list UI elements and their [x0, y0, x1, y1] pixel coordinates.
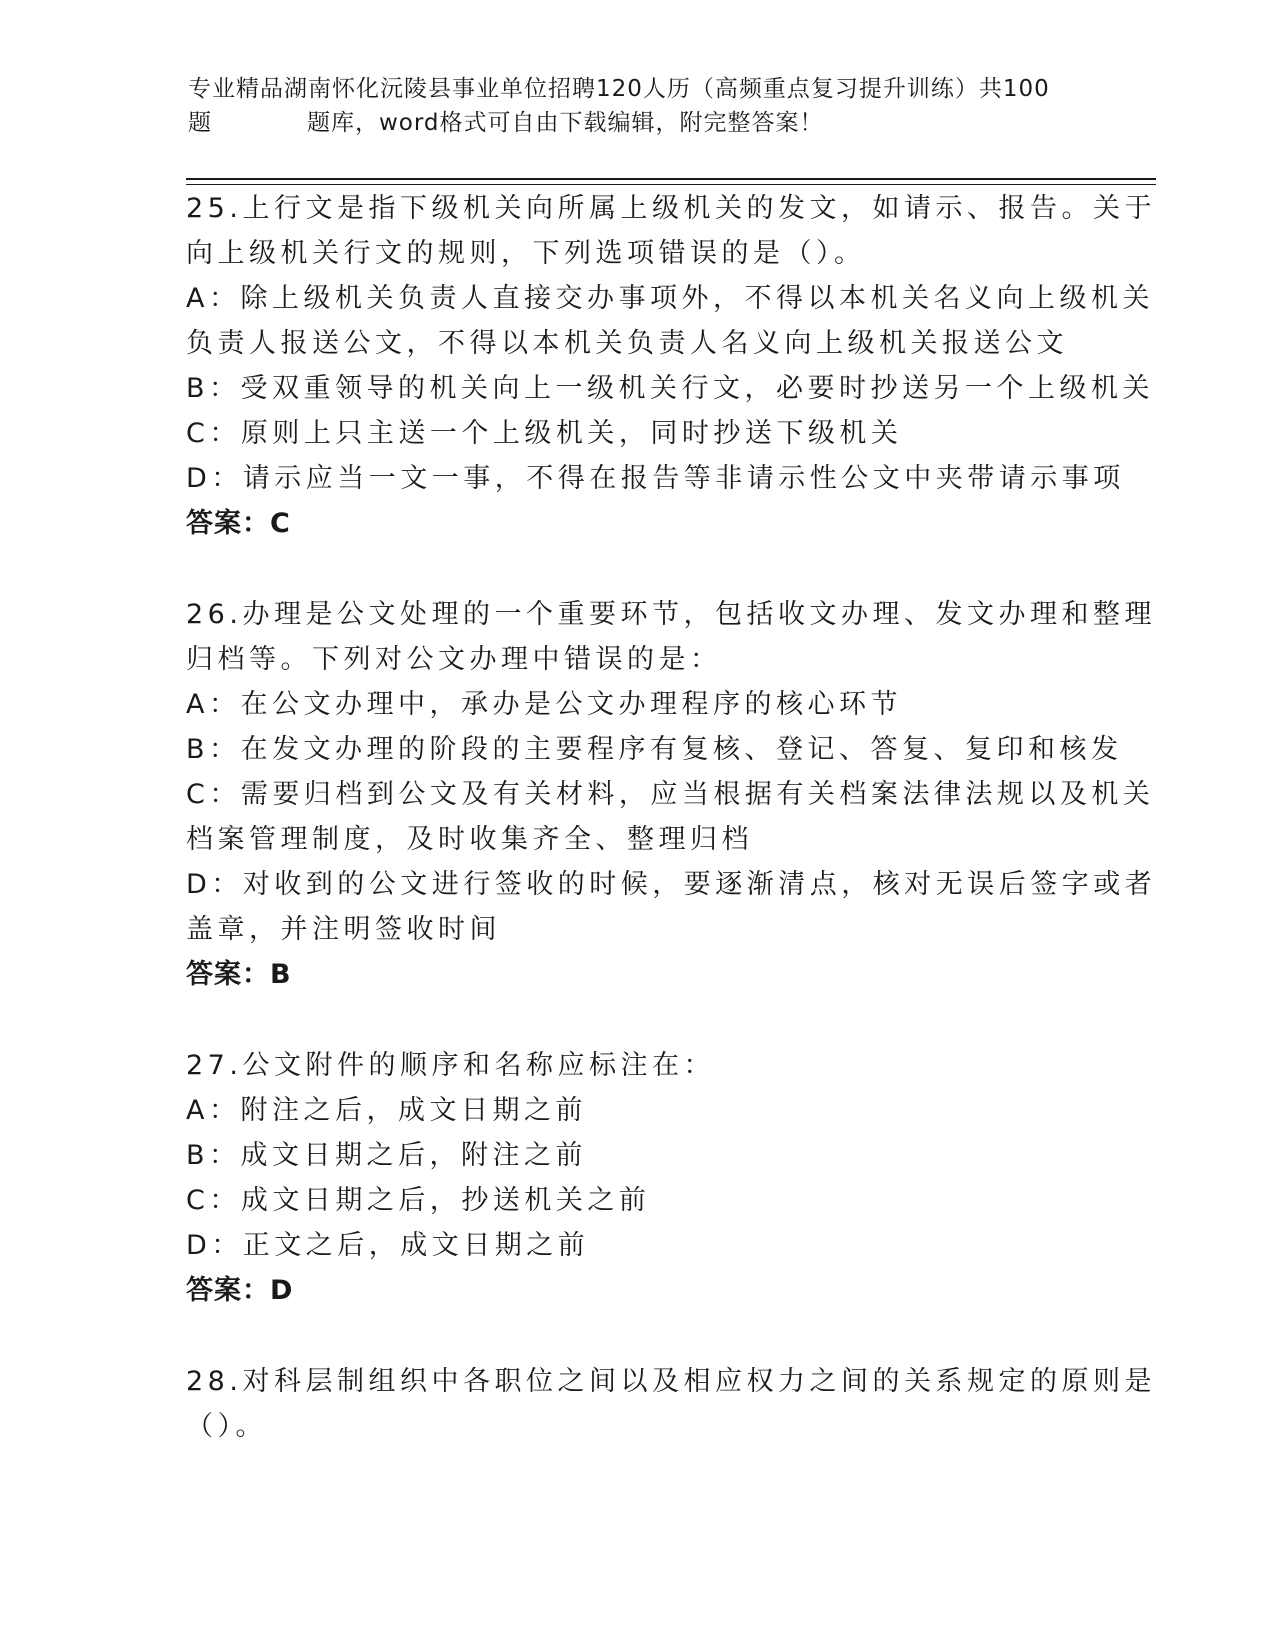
option-d: D：正文之后，成文日期之前 — [186, 1230, 590, 1261]
question-text-line: 归档等。下列对公文办理中错误的是： — [186, 644, 722, 675]
header-line-2 — [188, 106, 1088, 140]
answer-label: 答案：D — [186, 1275, 294, 1306]
question-text-line: 28.对科层制组织中各职位之间以及相应权力之间的关系规定的原则是 — [186, 1366, 1156, 1397]
option-d: D：请示应当一文一事，不得在报告等非请示性公文中夹带请示事项 — [186, 463, 1125, 494]
question-text-line: 向上级机关行文的规则，下列选项错误的是（）。 — [186, 238, 866, 269]
option-b: B：在发文办理的阶段的主要程序有复核、登记、答复、复印和核发 — [186, 734, 1123, 765]
option-c: C：原则上只主送一个上级机关，同时抄送下级机关 — [186, 418, 903, 449]
option-a: A：附注之后，成文日期之前 — [186, 1095, 587, 1126]
header-line-1: 专业精品湖南怀化沅陵县事业单位招聘120人历（高频重点复习提升训练）共100 — [188, 76, 1050, 102]
option-a-cont: 负责人报送公文，不得以本机关负责人名义向上级机关报送公文 — [186, 328, 1068, 359]
question-text-line: （）。 — [186, 1411, 267, 1442]
question-28 — [186, 1359, 1156, 1449]
option-b: B：成文日期之后，附注之前 — [186, 1140, 588, 1171]
option-c: C：成文日期之后，抄送机关之前 — [186, 1185, 651, 1216]
question-26 — [186, 592, 1157, 997]
question-text-line: 25.上行文是指下级机关向所属上级机关的发文，如请示、报告。关于 — [186, 193, 1156, 224]
question-text-line: 27.公文附件的顺序和名称应标注在： — [186, 1050, 715, 1081]
answer-label: 答案：C — [186, 508, 291, 539]
option-c: C：需要归档到公文及有关材料，应当根据有关档案法律法规以及机关 — [186, 779, 1155, 810]
option-c-cont: 档案管理制度，及时收集齐全、整理归档 — [186, 824, 753, 855]
question-list — [186, 186, 1157, 1495]
header-line-2-start: 题 — [188, 110, 212, 136]
header-line-2-rest: 题库，word格式可自由下载编辑，附完整答案！ — [307, 110, 824, 136]
option-d-cont: 盖章，并注明签收时间 — [186, 914, 501, 945]
option-a: A：在公文办理中，承办是公文办理程序的核心环节 — [186, 689, 902, 720]
option-b: B：受双重领导的机关向上一级机关行文，必要时抄送另一个上级机关 — [186, 373, 1155, 404]
header-divider-thick — [186, 178, 1156, 180]
question-27 — [186, 1043, 1086, 1313]
option-a: A：除上级机关负责人直接交办事项外，不得以本机关名义向上级机关 — [186, 283, 1154, 314]
answer-label: 答案：B — [186, 959, 292, 990]
option-d: D：对收到的公文进行签收的时候，要逐渐清点，核对无误后签字或者 — [186, 869, 1157, 900]
question-25 — [186, 186, 1156, 546]
header-divider-thin — [186, 184, 1156, 185]
question-text-line: 26.办理是公文处理的一个重要环节，包括收文办理、发文办理和整理 — [186, 599, 1156, 630]
page-header — [188, 72, 1088, 140]
